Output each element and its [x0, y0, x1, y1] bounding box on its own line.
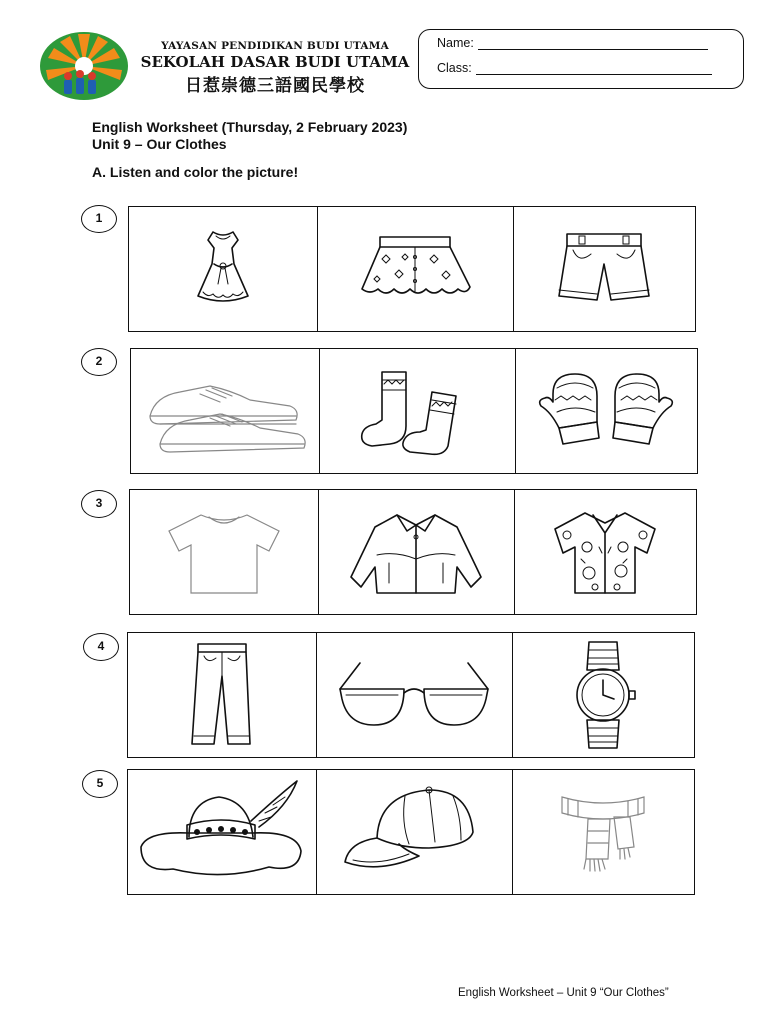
row-number-4: 4: [83, 633, 119, 661]
class-field[interactable]: [476, 63, 712, 75]
cap-icon: [339, 782, 489, 882]
dress-picture[interactable]: [129, 207, 318, 331]
name-row: [437, 36, 708, 50]
jacket-icon: [341, 507, 491, 597]
class-row: [437, 61, 712, 75]
row-number-2: 2: [81, 348, 117, 376]
scarf-picture[interactable]: [513, 770, 694, 894]
page-footer: English Worksheet – Unit 9 “Our Clothes”: [458, 987, 669, 999]
mittens-icon: [531, 366, 681, 456]
wristwatch-picture[interactable]: [513, 633, 694, 757]
instruction: A. Listen and color the picture!: [92, 164, 299, 180]
tshirt-picture[interactable]: [130, 490, 319, 614]
dress-icon: [178, 224, 268, 314]
picture-row-3: [129, 489, 697, 615]
class-label: Class:: [437, 61, 472, 75]
picture-row-2: [130, 348, 698, 474]
shorts-icon: [549, 224, 659, 314]
name-field[interactable]: [478, 38, 708, 50]
hawaiian-shirt-icon: [545, 507, 665, 597]
trousers-icon: [182, 640, 262, 750]
name-label: Name:: [437, 36, 474, 50]
tshirt-icon: [159, 507, 289, 597]
foundation-name: YAYASAN PENDIDIKAN BUDI UTAMA: [161, 40, 389, 52]
sneakers-picture[interactable]: [131, 349, 320, 473]
scarf-icon: [548, 787, 658, 877]
hawaiian-shirt-picture[interactable]: [515, 490, 696, 614]
skirt-icon: [350, 229, 480, 309]
sunglasses-picture[interactable]: [317, 633, 512, 757]
hat-icon: [137, 777, 307, 887]
picture-row-1: [128, 206, 696, 332]
trousers-picture[interactable]: [128, 633, 317, 757]
cap-picture[interactable]: [317, 770, 512, 894]
row-number-1: 1: [81, 205, 117, 233]
shorts-picture[interactable]: [514, 207, 695, 331]
row-number-5: 5: [82, 770, 118, 798]
worksheet-title: English Worksheet (Thursday, 2 February 2023): [92, 119, 408, 135]
student-info-box: [418, 29, 744, 89]
picture-row-4: [127, 632, 695, 758]
socks-icon: [352, 366, 482, 456]
hat-picture[interactable]: [128, 770, 317, 894]
sneakers-icon: [140, 366, 310, 456]
unit-title: Unit 9 – Our Clothes: [92, 136, 227, 152]
school-name: SEKOLAH DASAR BUDI UTAMA: [140, 53, 410, 71]
school-logo: [38, 30, 130, 102]
school-name-chinese: 日惹崇德三語國民學校: [185, 76, 365, 96]
row-number-3: 3: [81, 490, 117, 518]
picture-row-5: [127, 769, 695, 895]
jacket-picture[interactable]: [319, 490, 514, 614]
sunglasses-icon: [334, 655, 494, 735]
skirt-picture[interactable]: [318, 207, 513, 331]
socks-picture[interactable]: [320, 349, 515, 473]
mittens-picture[interactable]: [516, 349, 697, 473]
wristwatch-icon: [563, 640, 643, 750]
